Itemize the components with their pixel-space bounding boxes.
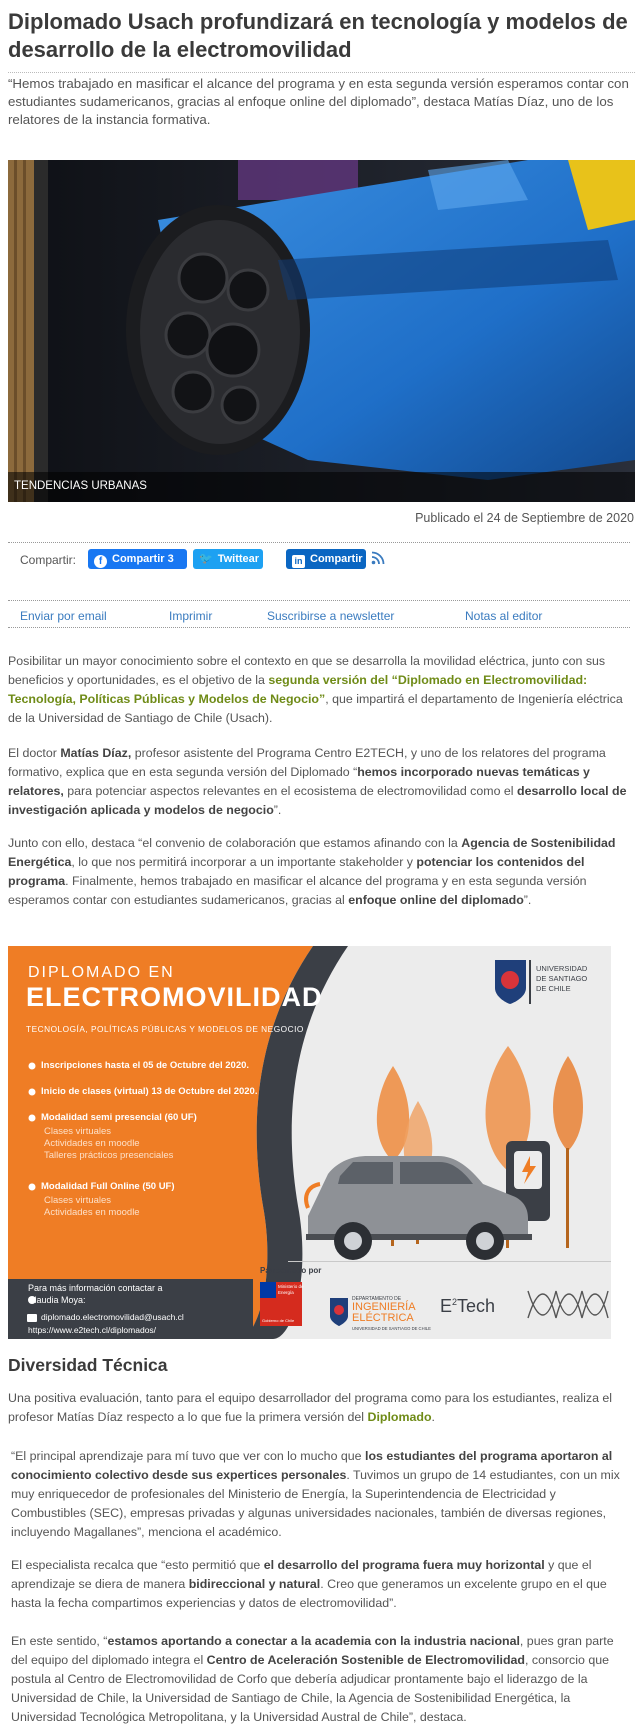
text-run: para potenciar aspectos relevantes en el ecosistema de electromovilidad como el [63,784,517,798]
text-run: y que el aprendizaje se diera de manera [11,1558,592,1591]
share-divider-top [8,542,630,543]
poster-sponsor-label: Patrocinado por [260,1266,322,1275]
paragraph-7 [11,1632,632,1727]
poster-ingenieria-label [352,1302,416,1324]
newsletter-link[interactable]: Suscribirse a newsletter [267,609,395,623]
poster-e2tech-wordmark [440,1296,495,1317]
publish-date: Publicado el 24 de Septiembre de 2020 [415,511,634,525]
bold-run: Agencia de Sostenibilidad Energética [8,836,616,869]
e2-tech: Tech [457,1296,496,1316]
twitter-share-label: Twittear [217,553,260,565]
title-divider [8,72,635,73]
min-line: Energía [278,1290,294,1295]
poster-semi-presencial: Modalidad semi presencial (60 UF) [41,1112,197,1123]
diplomado-inline-link[interactable]: Diplomado [367,1410,432,1424]
diplomado-poster [8,946,611,1339]
text-run: . [431,1410,435,1424]
poster-semi-item: Talleres prácticos presenciales [44,1150,174,1161]
ing-line: ELÉCTRICA [352,1312,414,1324]
poster-kicker: DIPLOMADO EN [28,964,175,981]
bold-run: bidireccional y natural [188,1577,321,1591]
ev-charger-photo [8,160,635,502]
paragraph-3 [8,834,632,910]
min-line: Ministerio de [278,1284,304,1289]
linkedin-icon: in [292,555,305,568]
poster-gobierno-label: Gobierno de Chile [262,1318,295,1323]
text-run: Junto con ello, destaca “el convenio de colaboración que estamos afinando con la [8,836,462,850]
text-run: El doctor [8,746,61,760]
diplomado-link[interactable]: segunda versión del “Diplomado en Electromovilidad: Tecnología, Políticas Públicas y Modelos de Negocio” [8,673,588,706]
poster-contact-email: diplomado.electromovilidad@usach.cl [41,1312,184,1322]
share-label: Compartir: [20,553,77,567]
paragraph-5 [11,1447,632,1542]
poster-ministerio-label [278,1284,304,1296]
facebook-share-label: Compartir 3 [112,553,174,565]
bold-run: Centro de Aceleración Sostenible de Electromovilidad [206,1653,525,1667]
share-divider-bottom [8,627,630,628]
text-run: Posibilitar un mayor conocimiento sobre el contexto en que se desarrolla la movilidad eléctrica, junto con sus beneficios y oportunidades, es el objetivo de la [8,654,606,687]
linkedin-share-button[interactable] [286,549,366,569]
section-heading: Diversidad Técnica [8,1355,168,1375]
uni-line: DE SANTIAGO [536,974,588,983]
rss-icon[interactable] [371,551,385,565]
poster-contact-url: https://www.e2tech.cl/diplomados/ [28,1325,157,1335]
e2-sup: 2 [452,1297,458,1307]
paragraph-4 [8,1389,632,1427]
poster-title: ELECTROMOVILIDAD [26,982,323,1012]
poster-full-online: Modalidad Full Online (50 UF) [41,1181,175,1192]
text-run: ”. [523,893,532,907]
text-run: ”. [273,803,282,817]
bold-run: estamos aportando a conectar a la academia con la industria nacional [107,1634,520,1648]
poster-university-name [536,964,587,994]
editor-notes-link[interactable]: Notas al editor [465,609,543,623]
ing-line: INGENIERÍA [352,1301,416,1313]
text-run: Una positiva evaluación, tanto para el equipo desarrollador del programa como para los estudiantes, realiza el profesor Matías Díaz respecto a lo que fue la primera versión del [8,1391,613,1424]
poster-subtitle: TECNOLOGÍA, POLÍTICAS PÚBLICAS Y MODELOS DE NEGOCIO [26,1024,304,1034]
twitter-icon: 🐦 [199,553,213,565]
text-run: profesor asistente del Programa Centro E2TECH, y uno de los relatores del programa formativo, explica que en esta segunda versión del Diplomado “ [8,746,606,779]
poster-contact-name: Claudia Moya: [28,1295,86,1305]
text-run: . Tuvimos un grupo de 14 estudiantes, con un mix muy enriquecedor de profesionales del Ministerio de Energía, la Superintendencia de Electricidad y Combustibles (SEC), empresas privadas y algunas universidades nacionales, también de diversas regiones, incluyendo Magallanes”, menciona el académico. [11,1468,620,1539]
poster-contact-intro: Para más información contactar a [28,1283,163,1293]
poster-usach-label: UNIVERSIDAD DE SANTIAGO DE CHILE [352,1326,431,1331]
email-link[interactable]: Enviar por email [20,609,107,623]
bold-run: los estudiantes del programa aportaron al conocimiento colectivo desde sus expertices personales [11,1449,613,1482]
e2-e: E [440,1296,453,1316]
bold-run: Matías Díaz, [60,746,132,760]
poster-enrollment-deadline: Inscripciones hasta el 05 de Octubre del 2020. [41,1060,250,1071]
image-category-band [8,472,635,502]
image-category-label[interactable]: TENDENCIAS URBANAS [14,480,147,492]
text-run: . Finalmente, hemos trabajado en masificar el alcance del programa y en esta segunda versión esperamos contar con estudiantes sudamericanos, gracias al [8,874,587,907]
facebook-share-button[interactable] [88,549,187,569]
text-run: , consorcio que postula al Centro de Electromovilidad de Corfo que debería adjudicar prontamente bajo el liderazgo de la Universidad de Chile, la Universidad de Santiago de Chile, la Agencia de Sostenibilidad Energética, la Universidad Tecnológica Metropolitana, y la Universidad Austral de Chile”, destaca. [11,1653,610,1724]
poster-semi-item: Actividades en moodle [44,1138,140,1149]
poster-online-item: Clases virtuales [44,1195,112,1206]
bold-run: potenciar los contenidos del programa [8,855,585,888]
hero-image [8,160,635,502]
text-run: El especialista recalca que “esto permitió que [11,1558,264,1572]
text-run: En este sentido, “ [11,1634,108,1648]
linkedin-share-label: Compartir [310,553,363,565]
bold-run: enfoque online del diplomado [348,893,524,907]
article-lead: “Hemos trabajado en masificar el alcance del programa y en esta segunda versión esperamos contar con estudiantes sudamericanos, gracias al enfoque online del diplomado”, destaca Matías Díaz, uno de los relatores de la instancia formativa. [8,76,629,127]
bold-run: hemos incorporado nuevas temáticas y relatores, [8,765,590,798]
paragraph-1 [8,652,632,728]
poster-semi-item: Clases virtuales [44,1126,112,1137]
uni-line: DE CHILE [536,984,571,993]
text-run: “El principal aprendizaje para mí tuvo que ver con lo mucho que [11,1449,366,1463]
facebook-icon: f [94,555,107,568]
uni-line: UNIVERSIDAD [536,964,588,973]
twitter-share-button[interactable] [193,549,263,569]
text-run: , pues gran parte del equipo del diplomado integra el [11,1634,614,1667]
text-run: , que impartirá el departamento de Ingeniería eléctrica de la Universidad de Santiago de Chile (Usach). [8,692,623,725]
text-run: . Creo que generamos un excelente grupo en el que hasta la fecha compartimos experiencias y datos de electromovilidad”. [11,1577,607,1610]
text-run: , lo que nos permitirá incorporar a un importante stakeholder y [71,855,417,869]
print-link[interactable]: Imprimir [169,609,213,623]
paragraph-2 [8,744,632,820]
poster-start-date: Inicio de clases (virtual) 13 de Octubre del 2020. [41,1086,258,1097]
poster-dept-label: DEPARTAMENTO DE [352,1296,402,1302]
paragraph-6 [11,1556,632,1613]
share-divider-middle [8,600,630,601]
bold-run: el desarrollo del programa fuera muy horizontal [263,1558,545,1572]
poster-online-item: Actividades en moodle [44,1207,140,1218]
article-title: Diplomado Usach profundizará en tecnología y modelos de desarrollo de la electromovilidad [8,9,628,62]
bold-run: desarrollo local de investigación aplicada y modelos de negocio [8,784,627,817]
